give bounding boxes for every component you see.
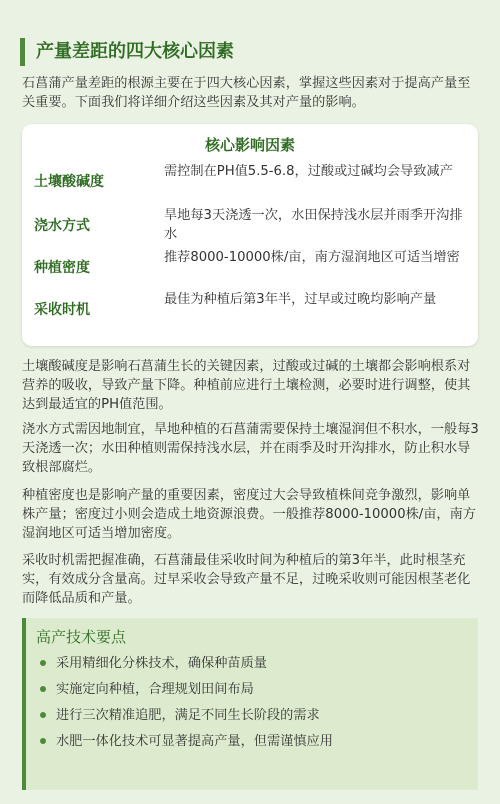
tip-text: 实施定向种植，合理规划田间布局 <box>56 682 254 697</box>
body-paragraph: 浇水方式需因地制宜，旱地种植的石菖蒲需要保持土壤湿润但不积水，一般每3天浇透一次；水田种植则需保持浅水层，并在雨季及时开沟排水，防止积水导致根部腐烂。 <box>22 422 479 475</box>
tip-item <box>40 654 470 674</box>
page-title: 产量差距的四大核心因素 <box>36 41 234 62</box>
tip-text: 采用精细化分株技术，确保种苗质量 <box>56 656 267 671</box>
factor-label: 土壤酸碱度 <box>34 174 104 190</box>
tip-text: 水肥一体化技术可显著提高产量，但需谨慎应用 <box>56 734 333 749</box>
tip-item <box>40 706 470 726</box>
factor-desc: 最佳为种植后第3年半，过早或过晚均影响产量 <box>164 292 437 307</box>
factor-desc: 需控制在PH值5.5-6.8，过酸或过碱均会导致减产 <box>164 164 453 179</box>
tip-item <box>40 732 470 752</box>
tips-title: 高产技术要点 <box>36 628 127 646</box>
factor-label: 种植密度 <box>34 260 90 276</box>
bullet-icon <box>40 660 46 666</box>
body-paragraph: 种植密度也是影响产量的重要因素，密度过大会导致植株间竞争激烈，影响单株产量；密度过小则会造成土地资源浪费。一般推荐8000-10000株/亩，南方湿润地区可适当增加密度。 <box>22 488 476 541</box>
tip-text: 进行三次精准追肥，满足不同生长阶段的需求 <box>56 708 320 723</box>
bullet-icon <box>40 712 46 718</box>
title-accent-bar <box>20 38 25 66</box>
intro-paragraph: 石菖蒲产量差距的根源主要在于四大核心因素，掌握这些因素对于提高产量至关重要。下面我们将详细介绍这些因素及其对产量的影响。 <box>22 76 471 110</box>
factor-desc: 旱地每3天浇透一次，水田保持浅水层并雨季开沟排水 <box>164 208 463 242</box>
factor-label: 浇水方式 <box>34 218 90 234</box>
tip-item <box>40 680 470 700</box>
body-paragraph: 土壤酸碱度是影响石菖蒲生长的关键因素，过酸或过碱的土壤都会影响根系对营养的吸收，导致产量下降。种植前应进行土壤检测，必要时进行调整，使其达到最适宜的PH值范围。 <box>22 359 471 412</box>
core-factors-card <box>22 124 478 346</box>
card-title: 核心影响因素 <box>204 136 295 154</box>
body-paragraph: 采收时机需把握准确，石菖蒲最佳采收时间为种植后的第3年半，此时根茎充实，有效成分含量高。过早采收会导致产量不足，过晚采收则可能因根茎老化而降低品质和产量。 <box>22 553 471 606</box>
bullet-icon <box>40 686 46 692</box>
bullet-icon <box>40 738 46 744</box>
tips-box <box>22 618 478 790</box>
factor-desc: 推荐8000-10000株/亩，南方湿润地区可适当增密 <box>164 250 460 265</box>
factor-label: 采收时机 <box>34 302 90 318</box>
